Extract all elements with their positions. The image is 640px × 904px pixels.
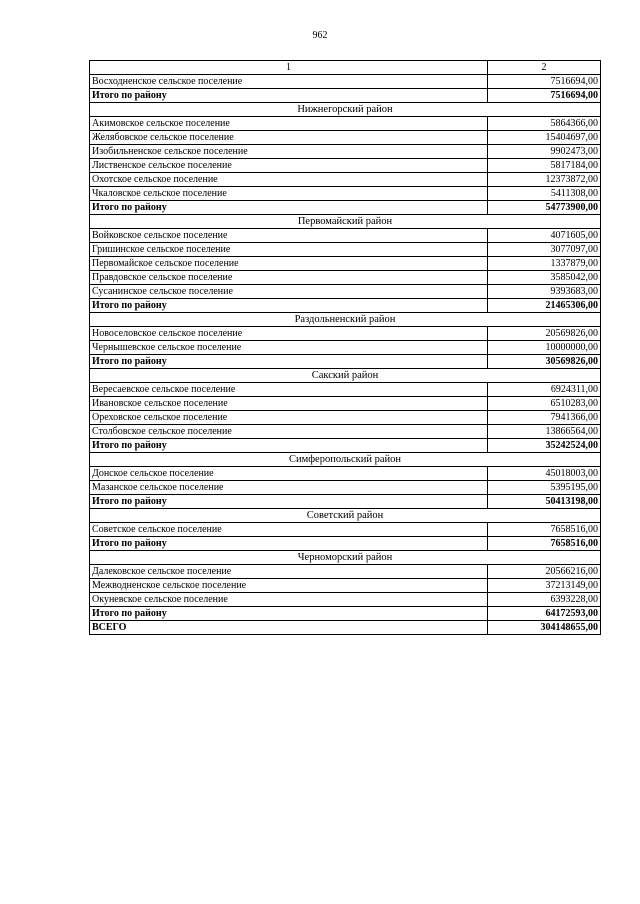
settlement-name: Изобильненское сельское поселение xyxy=(90,145,488,159)
district-name: Симферопольский район xyxy=(90,453,601,467)
total-amount: 30569826,00 xyxy=(488,355,601,369)
total-label: Итого по району xyxy=(90,537,488,551)
amount: 20566216,00 xyxy=(488,565,601,579)
table-row xyxy=(90,285,601,299)
district-name: Первомайский район xyxy=(90,215,601,229)
table-row xyxy=(90,481,601,495)
district-name: Нижнегорский район xyxy=(90,103,601,117)
amount: 6924311,00 xyxy=(488,383,601,397)
total-label: Итого по району xyxy=(90,439,488,453)
amount: 37213149,00 xyxy=(488,579,601,593)
column-header-2: 2 xyxy=(488,61,601,75)
district-name: Раздольненский район xyxy=(90,313,601,327)
budget-table xyxy=(89,60,601,635)
settlement-name: Донское сельское поселение xyxy=(90,467,488,481)
table-row xyxy=(90,131,601,145)
total-label: Итого по району xyxy=(90,299,488,313)
amount: 20569826,00 xyxy=(488,327,601,341)
settlement-name: Акимовское сельское поселение xyxy=(90,117,488,131)
table-row xyxy=(90,593,601,607)
amount: 9393683,00 xyxy=(488,285,601,299)
total-label: Итого по району xyxy=(90,201,488,215)
amount: 4071605,00 xyxy=(488,229,601,243)
table-row xyxy=(90,145,601,159)
total-amount: 21465306,00 xyxy=(488,299,601,313)
settlement-name: Столбовское сельское поселение xyxy=(90,425,488,439)
amount: 5395195,00 xyxy=(488,481,601,495)
settlement-name: Вересаевское сельское поселение xyxy=(90,383,488,397)
settlement-name: Первомайское сельское поселение xyxy=(90,257,488,271)
amount: 9902473,00 xyxy=(488,145,601,159)
amount: 12373872,00 xyxy=(488,173,601,187)
table-row xyxy=(90,425,601,439)
total-row xyxy=(90,621,601,635)
amount: 7516694,00 xyxy=(488,75,601,89)
total-row xyxy=(90,89,601,103)
amount: 6393228,00 xyxy=(488,593,601,607)
total-amount: 7516694,00 xyxy=(488,89,601,103)
district-header-row xyxy=(90,551,601,565)
settlement-name: Окуневское сельское поселение xyxy=(90,593,488,607)
amount: 7941366,00 xyxy=(488,411,601,425)
total-label: Итого по району xyxy=(90,495,488,509)
district-name: Черноморский район xyxy=(90,551,601,565)
amount: 5411308,00 xyxy=(488,187,601,201)
total-label: Итого по району xyxy=(90,89,488,103)
district-header-row xyxy=(90,453,601,467)
total-row xyxy=(90,495,601,509)
district-name: Сакский район xyxy=(90,369,601,383)
settlement-name: Ивановское сельское поселение xyxy=(90,397,488,411)
amount: 1337879,00 xyxy=(488,257,601,271)
amount: 45018003,00 xyxy=(488,467,601,481)
total-label: ВСЕГО xyxy=(90,621,488,635)
settlement-name: Желябовское сельское поселение xyxy=(90,131,488,145)
total-row xyxy=(90,355,601,369)
table-row xyxy=(90,229,601,243)
district-name: Советский район xyxy=(90,509,601,523)
table-header-row xyxy=(90,61,601,75)
district-header-row xyxy=(90,509,601,523)
settlement-name: Чернышевское сельское поселение xyxy=(90,341,488,355)
total-row xyxy=(90,201,601,215)
table-row xyxy=(90,327,601,341)
total-amount: 35242524,00 xyxy=(488,439,601,453)
table-row xyxy=(90,173,601,187)
amount: 5817184,00 xyxy=(488,159,601,173)
settlement-name: Охотское сельское поселение xyxy=(90,173,488,187)
settlement-name: Далековское сельское поселение xyxy=(90,565,488,579)
table-row xyxy=(90,565,601,579)
total-amount: 50413198,00 xyxy=(488,495,601,509)
table-row xyxy=(90,159,601,173)
amount: 3077097,00 xyxy=(488,243,601,257)
district-header-row xyxy=(90,103,601,117)
table-row xyxy=(90,411,601,425)
page-number: 962 xyxy=(312,30,328,41)
settlement-name: Советское сельское поселение xyxy=(90,523,488,537)
settlement-name: Войковское сельское поселение xyxy=(90,229,488,243)
amount: 13866564,00 xyxy=(488,425,601,439)
table-row xyxy=(90,383,601,397)
total-label: Итого по району xyxy=(90,607,488,621)
table-row xyxy=(90,257,601,271)
table-row xyxy=(90,579,601,593)
table-row xyxy=(90,243,601,257)
settlement-name: Новоселовское сельское поселение xyxy=(90,327,488,341)
amount: 3585042,00 xyxy=(488,271,601,285)
total-label: Итого по району xyxy=(90,355,488,369)
table-row xyxy=(90,271,601,285)
district-header-row xyxy=(90,215,601,229)
amount: 7658516,00 xyxy=(488,523,601,537)
district-header-row xyxy=(90,313,601,327)
settlement-name: Ореховское сельское поселение xyxy=(90,411,488,425)
total-amount: 7658516,00 xyxy=(488,537,601,551)
table-row xyxy=(90,467,601,481)
total-amount: 64172593,00 xyxy=(488,607,601,621)
settlement-name: Мазанское сельское поселение xyxy=(90,481,488,495)
table-row xyxy=(90,341,601,355)
district-header-row xyxy=(90,369,601,383)
settlement-name: Межводненское сельское поселение xyxy=(90,579,488,593)
table-row xyxy=(90,75,601,89)
settlement-name: Правдовское сельское поселение xyxy=(90,271,488,285)
table-row xyxy=(90,117,601,131)
total-row xyxy=(90,537,601,551)
amount: 15404697,00 xyxy=(488,131,601,145)
total-amount: 54773900,00 xyxy=(488,201,601,215)
total-row xyxy=(90,439,601,453)
settlement-name: Сусанинское сельское поселение xyxy=(90,285,488,299)
settlement-name: Восходненское сельское поселение xyxy=(90,75,488,89)
column-header-1: 1 xyxy=(90,61,488,75)
settlement-name: Лиственское сельское поселение xyxy=(90,159,488,173)
budget-table-body xyxy=(90,61,601,635)
amount: 5864366,00 xyxy=(488,117,601,131)
table-row xyxy=(90,397,601,411)
amount: 10000000,00 xyxy=(488,341,601,355)
settlement-name: Гришинское сельское поселение xyxy=(90,243,488,257)
settlement-name: Чкаловское сельское поселение xyxy=(90,187,488,201)
total-row xyxy=(90,299,601,313)
table-row xyxy=(90,523,601,537)
amount: 6510283,00 xyxy=(488,397,601,411)
total-amount: 304148655,00 xyxy=(488,621,601,635)
table-row xyxy=(90,187,601,201)
total-row xyxy=(90,607,601,621)
